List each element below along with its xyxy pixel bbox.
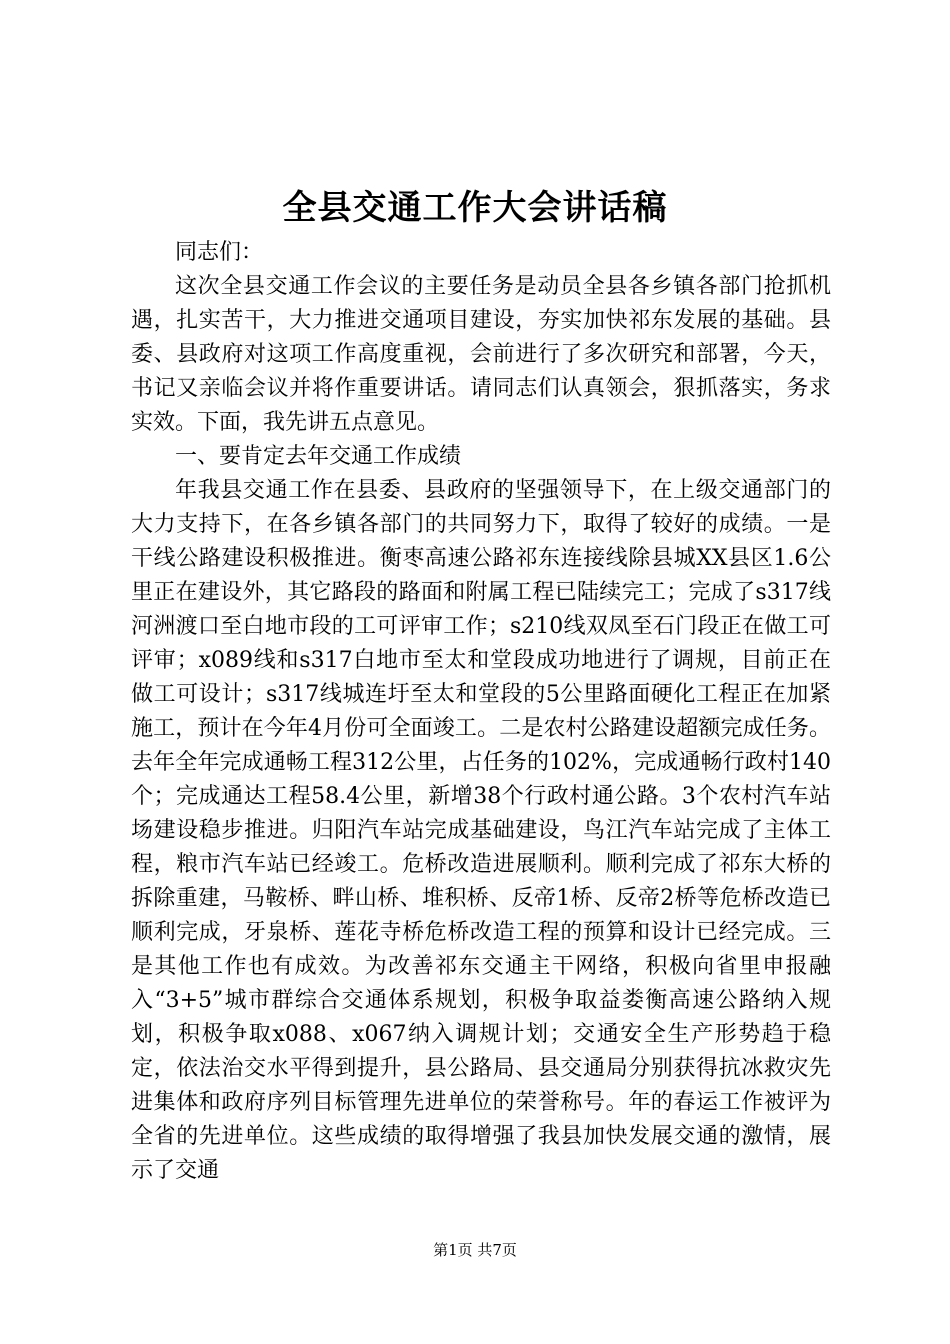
section-heading: 一、要肯定去年交通工作成绩	[175, 444, 462, 469]
page-footer: 第1页 共7页	[433, 1241, 517, 1259]
document-body	[131, 236, 831, 1188]
paragraph-intro: 这次全县交通工作会议的主要任务是动员全县各乡镇各部门抢抓机遇，扎实苦干，大力推进交通项目建设，夯实加快祁东发展的基础。县委、县政府对这项工作高度重视，会前进行了多次研究和部署，今天，书记又亲临会议并将作重要讲话。请同志们认真领会，狠抓落实，务求实效。下面，我先讲五点意见。	[131, 274, 831, 435]
paragraph-achievements: 年我县交通工作在县委、县政府的坚强领导下，在上级交通部门的大力支持下，在各乡镇各部门的共同努力下，取得了较好的成绩。一是干线公路建设积极推进。衡枣高速公路祁东连接线除县城XX县区1.6公里正在建设外，其它路段的路面和附属工程已陆续完工；完成了s317线河洲渡口至白地市段的工可评审工作；s210线双凤至石门段正在做工可评审；x089线和s317白地市至太和堂段成功地进行了调规，目前正在做工可设计；s317线城连圩至太和堂段的5公里路面硬化工程正在加紧施工，预计在今年4月份可全面竣工。二是农村公路建设超额完成任务。去年全年完成通畅工程312公里，占任务的102%，完成通畅行政村140个；完成通达工程58.4公里，新增38个行政村通公路。3个农村汽车站场建设稳步推进。归阳汽车站完成基础建设，鸟江汽车站完成了主体工程，粮市汽车站已经竣工。危桥改造进展顺利。顺利完成了祁东大桥的拆除重建，马鞍桥、畔山桥、堆积桥、反帝1桥、反帝2桥等危桥改造已顺利完成，牙泉桥、莲花寺桥危桥改造工程的预算和设计已经完成。三是其他工作也有成效。为改善祁东交通主干网络，积极向省里申报融入“3+5”城市群综合交通体系规划，积极争取益娄衡高速公路纳入规划，积极争取x088、x067纳入调规计划；交通安全生产形势趋于稳定，依法治交水平得到提升，县公路局、县交通局分别获得抗冰救灾先进集体和政府序列目标管理先进单位的荣誉称号。年的春运工作被评为全省的先进单位。这些成绩的取得增强了我县加快发展交通的激情，展示了交通	[131, 478, 831, 1183]
greeting: 同志们：	[175, 240, 264, 265]
document-title: 全县交通工作大会讲话稿	[282, 188, 668, 228]
